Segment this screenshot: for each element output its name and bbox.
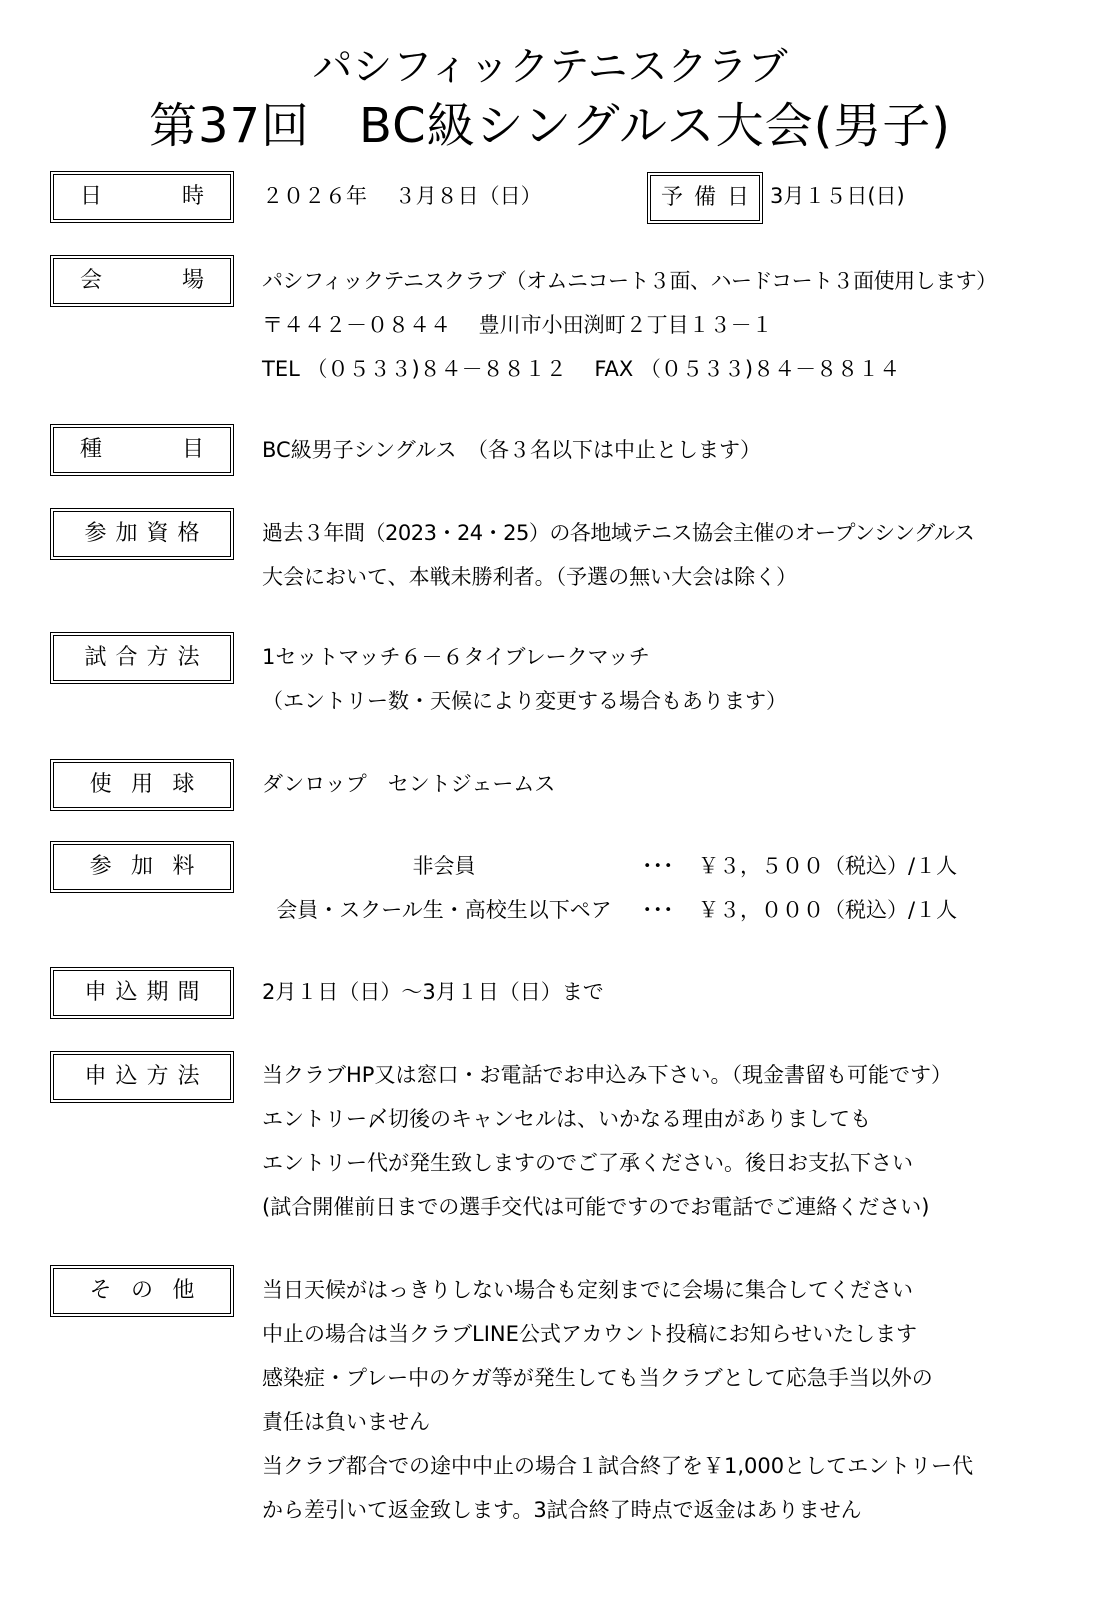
label-char: 用: [130, 772, 153, 797]
label-char: 方: [146, 645, 169, 670]
label-char: 日: [80, 184, 103, 209]
label-other: [50, 1265, 234, 1317]
label-char: 参: [84, 521, 107, 546]
label-char: 格: [177, 521, 200, 546]
label-char: 申: [84, 980, 107, 1005]
label-application-period: [50, 967, 234, 1019]
fee-name-nonmember: 非会員: [412, 854, 476, 878]
fee-name-member: 会員・スクール生・高校生以下ペア: [276, 898, 612, 922]
label-char: 申: [84, 1064, 107, 1089]
label-char: 種: [80, 437, 103, 462]
other-line-6: から差引いて返金致します。3試合終了時点で返金はありません: [262, 1498, 862, 1522]
label-char: 資: [146, 521, 169, 546]
label-char: 備: [693, 185, 716, 210]
other-line-4: 責任は負いません: [262, 1410, 430, 1434]
event-date: ２０２６年 ３月８日（日）: [262, 184, 542, 208]
application-method-line-2: エントリー〆切後のキャンセルは、いかなる理由がありましても: [262, 1107, 871, 1131]
label-datetime: [50, 171, 234, 223]
label-char: 込: [115, 980, 138, 1005]
reserve-date: 3月１５日(日): [770, 184, 905, 208]
fee-price-nonmember: ￥３，５００（税込）/１人: [698, 854, 958, 878]
label-char: 球: [172, 772, 195, 797]
fee-dots: ･･･: [642, 898, 674, 922]
label-ball: [50, 759, 234, 811]
label-char: の: [130, 1278, 153, 1303]
label-fee: [50, 841, 234, 893]
label-char: 法: [177, 1064, 200, 1089]
label-char: 使: [89, 772, 112, 797]
venue-contact: TEL （０５３３)８４－８８１２ FAX （０５３３)８４－８８１４: [262, 357, 901, 381]
venue-name: パシフィックテニスクラブ（オムニコート３面、ハードコート３面使用します）: [262, 269, 997, 293]
other-line-3: 感染症・プレー中のケガ等が発生しても当クラブとして応急手当以外の: [262, 1366, 933, 1390]
application-method-line-3: エントリー代が発生致しますのでご了承ください。後日お支払下さい: [262, 1151, 913, 1175]
label-category: [50, 424, 234, 476]
label-reserve-day: [647, 172, 763, 224]
label-char: 参: [89, 854, 112, 879]
eligibility-line-2: 大会において、本戦未勝利者。（予選の無い大会は除く）: [262, 565, 798, 589]
event-title: 第37回 BC級シングルス大会(男子): [148, 98, 952, 154]
label-eligibility: [50, 508, 234, 560]
ball-text: ダンロップ セントジェームス: [262, 772, 556, 796]
label-char: 期: [146, 980, 169, 1005]
label-char: 込: [115, 1064, 138, 1089]
label-char: 時: [181, 184, 204, 209]
label-char: そ: [89, 1278, 112, 1303]
label-char: 法: [177, 645, 200, 670]
label-char: 予: [661, 185, 684, 210]
label-char: 加: [115, 521, 138, 546]
other-line-1: 当日天候がはっきりしない場合も定刻までに会場に集合してください: [262, 1278, 913, 1302]
application-method-line-1: 当クラブHP又は窓口・お電話でお申込み下さい。（現金書留も可能です）: [262, 1063, 952, 1087]
label-char: 場: [181, 268, 204, 293]
label-application-method: [50, 1051, 234, 1103]
label-char: 試: [84, 645, 107, 670]
label-char: 方: [146, 1064, 169, 1089]
venue-address: 〒４４２－０８４４ 豊川市小田渕町２丁目１３－１: [262, 313, 773, 337]
label-char: 合: [115, 645, 138, 670]
fee-price-member: ￥３，０００（税込）/１人: [698, 898, 958, 922]
match-format-line-2: （エントリー数・天候により変更する場合もあります）: [262, 689, 787, 713]
fee-dots: ･･･: [642, 854, 674, 878]
label-char: 他: [172, 1278, 195, 1303]
application-period-text: 2月１日（日）～3月１日（日）まで: [262, 980, 604, 1004]
other-line-2: 中止の場合は当クラブLINE公式アカウント投稿にお知らせいたします: [262, 1322, 918, 1346]
label-char: 目: [181, 437, 204, 462]
label-char: 日: [726, 185, 749, 210]
label-venue: [50, 255, 234, 307]
match-format-line-1: 1セットマッチ６－６タイブレークマッチ: [262, 645, 650, 669]
application-method-line-4: (試合開催前日までの選手交代は可能ですのでお電話でご連絡ください): [262, 1195, 930, 1219]
label-match-format: [50, 632, 234, 684]
label-char: 間: [177, 980, 200, 1005]
club-name: パシフィックテニスクラブ: [312, 44, 788, 90]
label-char: 料: [172, 854, 195, 879]
eligibility-line-1: 過去３年間（2023・24・25）の各地域テニス協会主催のオープンシングルス: [262, 521, 975, 545]
label-char: 加: [130, 854, 153, 879]
label-char: 会: [80, 268, 103, 293]
other-line-5: 当クラブ都合での途中中止の場合１試合終了を￥1,000としてエントリー代: [262, 1454, 974, 1478]
category-text: BC級男子シングルス （各３名以下は中止とします）: [262, 438, 761, 462]
